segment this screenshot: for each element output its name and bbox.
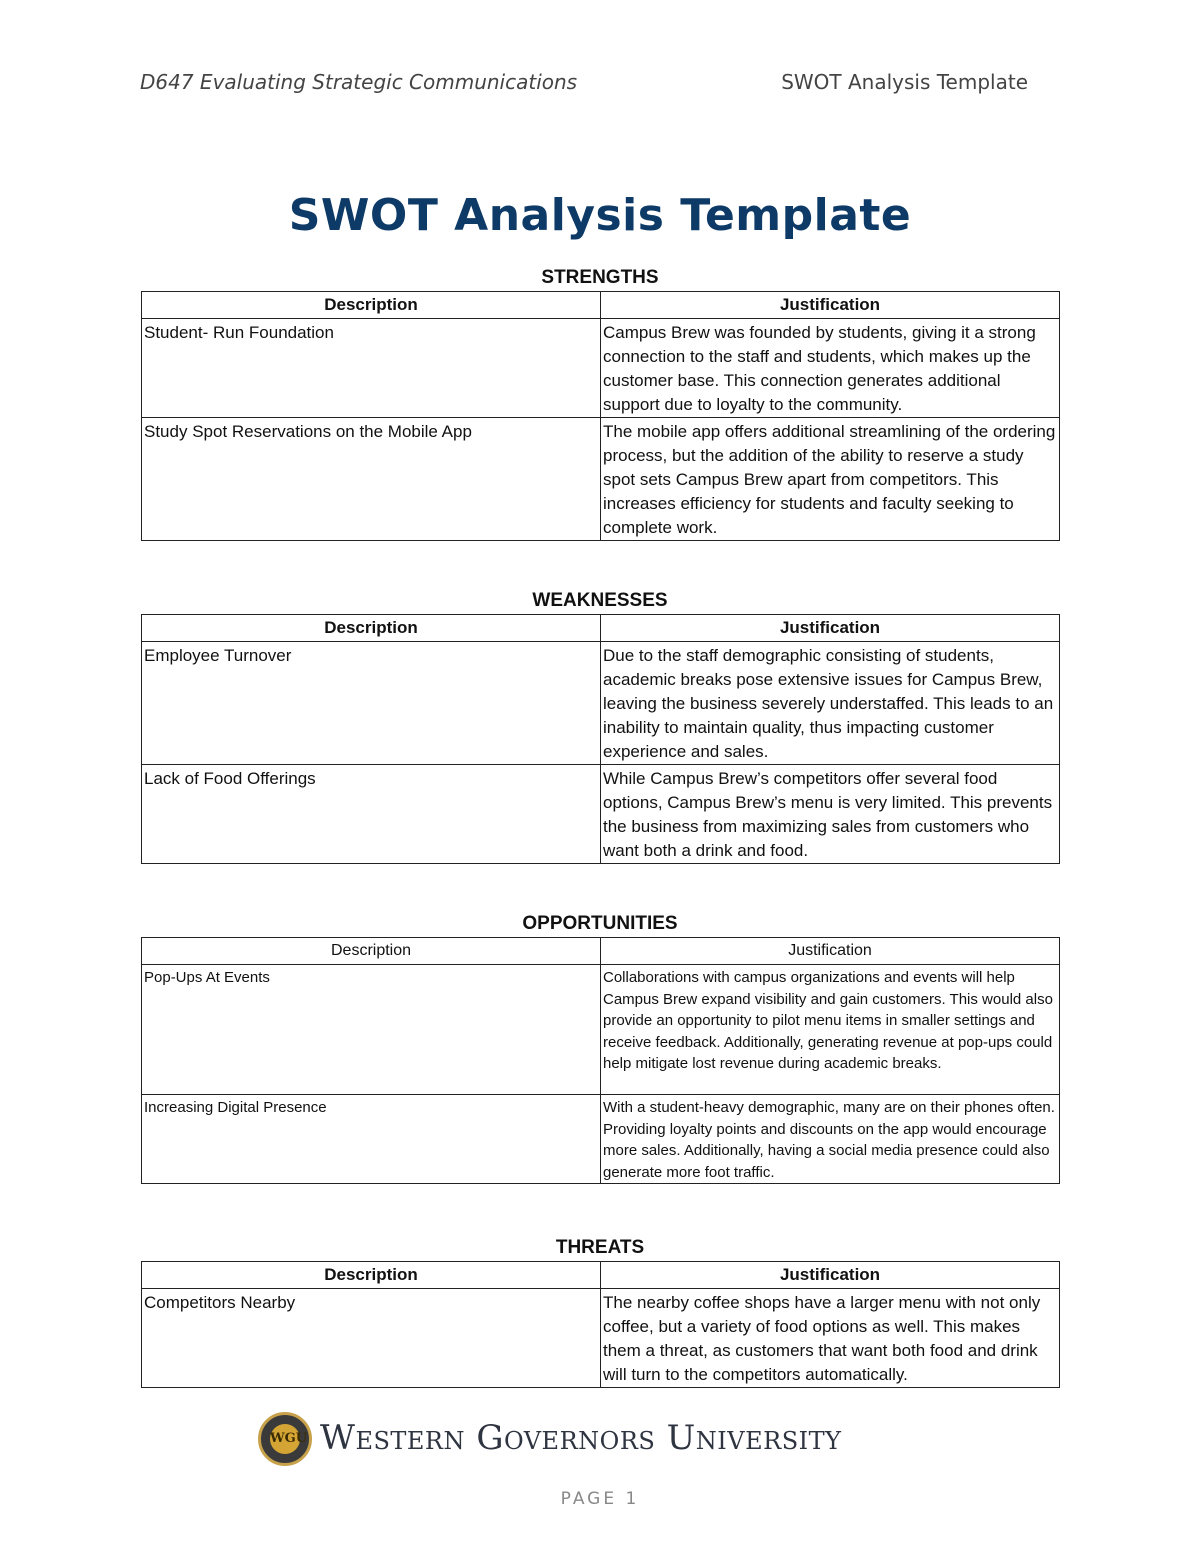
justification-cell: Collaborations with campus organizations and events will help Campus Brew expand visibility and gain customers. This would also provide an opportunity to pilot menu items in smaller settings and receive feedback. Additionally, generating revenue at pop-ups could help mitigate lost revenue during academic breaks. xyxy=(601,965,1060,1095)
wgu-logo xyxy=(258,1410,918,1472)
table-header-row xyxy=(142,1262,1060,1289)
threats-section xyxy=(141,1235,1059,1388)
description-cell: Pop-Ups At Events xyxy=(142,965,601,1095)
justification-cell: With a student-heavy demographic, many are on their phones often. Providing loyalty points and discounts on the app would encourage more sales. Additionally, having a social media presence could also generate more foot traffic. xyxy=(601,1095,1060,1184)
description-header: Description xyxy=(142,292,601,319)
opportunities-table xyxy=(141,937,1060,1184)
opportunities-section xyxy=(141,911,1059,1184)
weaknesses-table xyxy=(141,614,1060,864)
description-header: Description xyxy=(142,1262,601,1289)
justification-cell: Due to the staff demographic consisting of students, academic breaks pose extensive issues for Campus Brew, leaving the business severely understaffed. This leads to an inability to maintain quality, thus impacting customer experience and sales. xyxy=(601,642,1060,765)
wgu-seal-monogram: WGU xyxy=(270,1424,300,1454)
table-row xyxy=(142,1095,1060,1184)
weaknesses-section xyxy=(141,588,1059,864)
description-cell: Study Spot Reservations on the Mobile App xyxy=(142,418,601,541)
table-row xyxy=(142,965,1060,1095)
threats-heading: THREATS xyxy=(555,1237,645,1258)
page-title: SWOT Analysis Template xyxy=(288,190,912,241)
table-row xyxy=(142,418,1060,541)
wgu-logo-text: Western Governors University xyxy=(320,1418,842,1458)
page-number: PAGE 1 xyxy=(560,1489,640,1509)
justification-cell: The nearby coffee shops have a larger menu with not only coffee, but a variety of food options as well. This makes them a threat, as customers that want both food and drink will turn to the competitors automatically. xyxy=(601,1289,1060,1388)
header-course: D647 Evaluating Strategic Communications xyxy=(140,70,578,94)
justification-header: Justification xyxy=(601,615,1060,642)
strengths-section xyxy=(141,265,1059,541)
justification-cell: Campus Brew was founded by students, giving it a strong connection to the staff and students, which makes up the customer base. This connection generates additional support due to loyalty to the community. xyxy=(601,319,1060,418)
description-cell: Competitors Nearby xyxy=(142,1289,601,1388)
table-row xyxy=(142,765,1060,864)
weaknesses-heading: WEAKNESSES xyxy=(532,590,668,611)
justification-cell: The mobile app offers additional streamlining of the ordering process, but the addition of the ability to reserve a study spot sets Campus Brew apart from competitors. This increases efficiency for students and faculty seeking to complete work. xyxy=(601,418,1060,541)
justification-header: Justification xyxy=(601,1262,1060,1289)
wgu-seal-icon xyxy=(258,1412,312,1466)
opportunities-heading: OPPORTUNITIES xyxy=(522,913,678,934)
description-header: Description xyxy=(142,615,601,642)
strengths-table xyxy=(141,291,1060,541)
justification-cell: While Campus Brew’s competitors offer several food options, Campus Brew’s menu is very limited. This prevents the business from maximizing sales from customers who want both a drink and food. xyxy=(601,765,1060,864)
strengths-heading: STRENGTHS xyxy=(541,267,659,288)
description-header: Description xyxy=(142,938,601,965)
table-row xyxy=(142,319,1060,418)
description-cell: Employee Turnover xyxy=(142,642,601,765)
justification-header: Justification xyxy=(601,938,1060,965)
table-header-row xyxy=(142,938,1060,965)
table-row xyxy=(142,642,1060,765)
table-row xyxy=(142,1289,1060,1388)
description-cell: Increasing Digital Presence xyxy=(142,1095,601,1184)
threats-table xyxy=(141,1261,1060,1388)
description-cell: Student- Run Foundation xyxy=(142,319,601,418)
justification-header: Justification xyxy=(601,292,1060,319)
header-doc-title: SWOT Analysis Template xyxy=(781,70,1028,94)
table-header-row xyxy=(142,292,1060,319)
description-cell: Lack of Food Offerings xyxy=(142,765,601,864)
table-header-row xyxy=(142,615,1060,642)
